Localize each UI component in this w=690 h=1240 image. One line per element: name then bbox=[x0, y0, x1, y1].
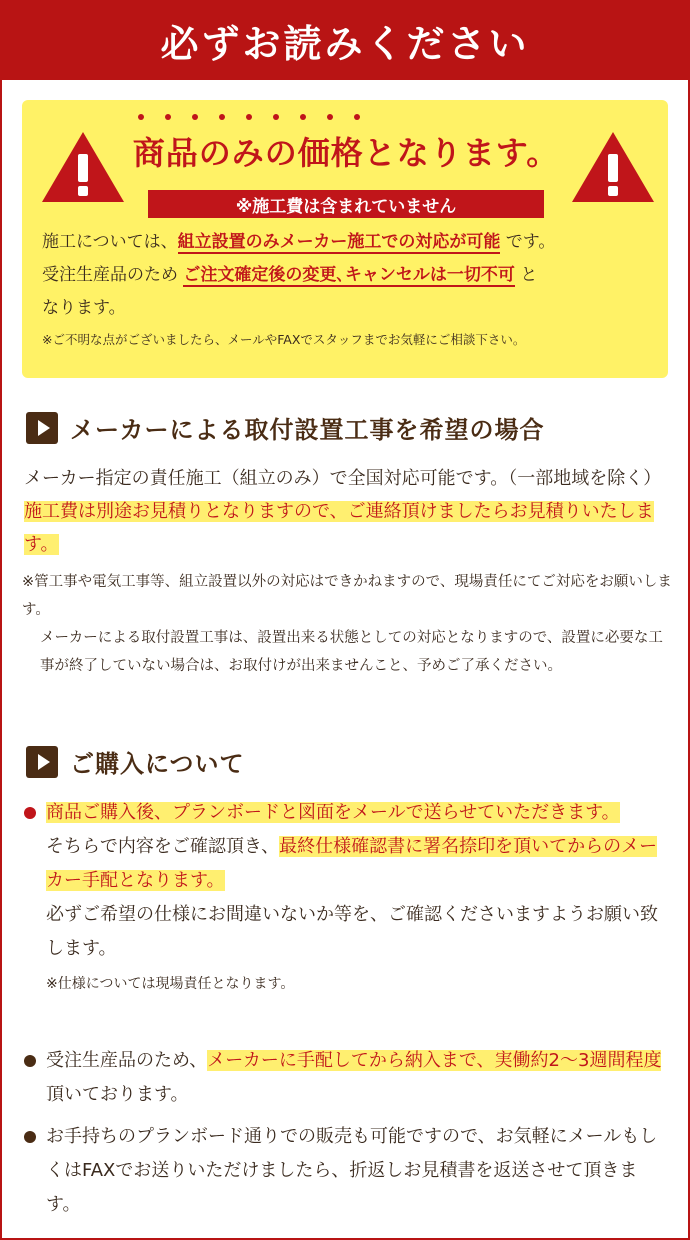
section-heading-purchase bbox=[26, 744, 245, 779]
section-title: メーカーによる取付設置工事を希望の場合 bbox=[70, 416, 545, 444]
notice-text: と bbox=[520, 265, 538, 285]
notice-text: です。 bbox=[505, 232, 556, 252]
install-paragraph bbox=[24, 462, 674, 561]
notice-body bbox=[42, 226, 652, 325]
purchase-highlight: 商品ご購入後、プランボードと図面をメールで送らせていただきます。 bbox=[46, 802, 620, 823]
bullet-dot-icon bbox=[24, 1055, 36, 1067]
warning-icon bbox=[570, 130, 656, 204]
install-note-2: メーカーによる取付設置工事は、設置出来る状態としての対応となりますので、設置に必要な工事が終了していない場合は、お取付けが出来ませんこと、予めご了承ください。 bbox=[40, 630, 663, 674]
purchase-highlight: 最終仕様確認書に署名捺印を頂いてからのメーカー手配となります。 bbox=[46, 836, 658, 891]
content-panel bbox=[2, 80, 688, 1238]
notice-subtitle: ※施工費は含まれていません bbox=[148, 190, 544, 218]
list-item bbox=[24, 796, 674, 1000]
play-square-icon bbox=[26, 746, 58, 778]
install-notes bbox=[22, 568, 672, 680]
list-item bbox=[24, 1120, 674, 1222]
bullet-dot-icon bbox=[24, 807, 36, 819]
section-heading-install bbox=[26, 410, 545, 445]
notice-note: ※ご不明な点がございましたら、メールやFAXでスタッフまでお気軽にご相談下さい。 bbox=[42, 332, 526, 347]
notice-text: 施工については、 bbox=[42, 232, 178, 252]
play-square-icon bbox=[26, 412, 58, 444]
install-text: メーカー指定の責任施工（組立のみ）で全国対応可能です。（一部地域を除く） bbox=[24, 468, 662, 489]
emphasis-dots bbox=[138, 114, 360, 120]
notice-text: なります。 bbox=[42, 298, 126, 318]
list-item bbox=[24, 1044, 674, 1112]
notice-text: 受注生産品のため bbox=[42, 265, 178, 285]
purchase-highlight: メーカーに手配してから納入まで、実働約2〜3週間程度 bbox=[207, 1050, 662, 1071]
warning-icon bbox=[40, 130, 126, 204]
purchase-text: 受注生産品のため、 bbox=[46, 1050, 208, 1071]
notice-title: 商品のみの価格となります。 bbox=[132, 134, 560, 172]
purchase-note: ※仕様については現場責任となります。 bbox=[46, 976, 295, 992]
notice-emphasis: 組立設置のみメーカー施工での対応が可能 bbox=[177, 232, 501, 252]
page-header bbox=[0, 0, 690, 80]
page-title: 必ずお読みください bbox=[160, 21, 530, 66]
section-title: ご購入について bbox=[70, 750, 245, 778]
purchase-text: お手持ちのプランボード通りでの販売も可能ですので、お気軽にメールもしくはFAXでお送りいただけましたら、折返しお見積書を返送させて頂きます。 bbox=[46, 1126, 658, 1215]
purchase-text: そちらで内容をご確認頂き、 bbox=[46, 836, 280, 857]
purchase-text: 頂いております。 bbox=[46, 1084, 189, 1105]
notice-box bbox=[22, 100, 668, 378]
install-highlight: 施工費は別途お見積りとなりますので、ご連絡頂けましたらお見積りいたします。 bbox=[24, 501, 654, 555]
install-note-1: ※管工事や電気工事等、組立設置以外の対応はできかねますので、現場責任にてご対応をお願いします。 bbox=[22, 574, 672, 618]
notice-emphasis: ご注文確定後の変更､キャンセルは一切不可 bbox=[183, 265, 515, 285]
purchase-text: 必ずご希望の仕様にお間違いないか等を、ご確認くださいますようお願い致します。 bbox=[46, 904, 658, 959]
bullet-dot-icon bbox=[24, 1131, 36, 1143]
